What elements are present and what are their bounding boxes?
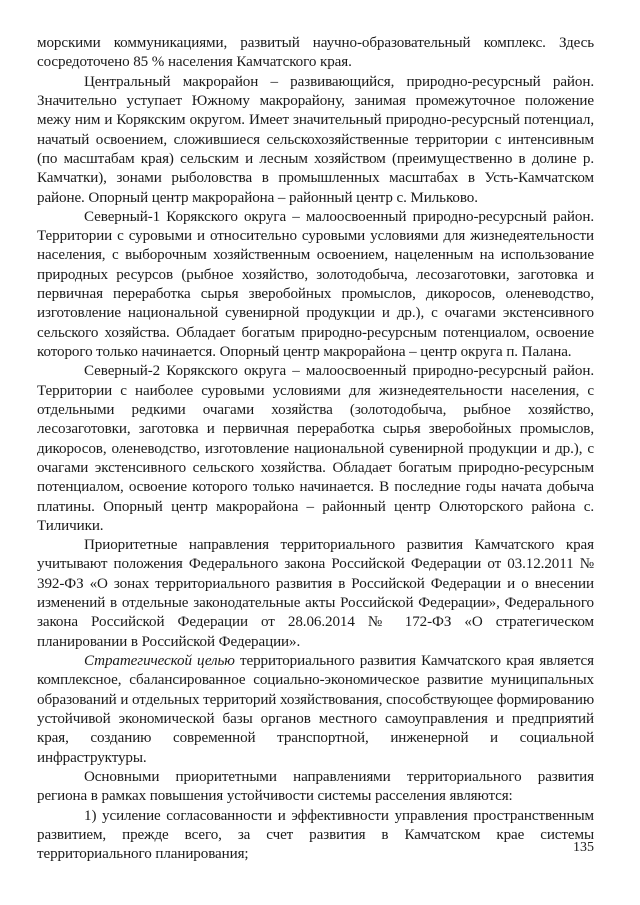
list-item-1: 1) усиление согласованности и эффективности управления пространственным развитием, прежде всего, за счет развития в Камчатском крае системы территориального планирования; [37,807,594,863]
paragraph-main-directions: Основными приоритетными направлениями территориального развития региона в рамках повышения устойчивости системы расселения являются: [37,768,594,805]
strategic-goal-text: территориального развития Камчатского края является комплексное, сбалансированное социально-экономическое развитие муниципальных образований и отдельных территорий хозяйствования, способствующее формированию устойчивой экономической базы органов местного самоуправления и предприятий края, созданию современной транспортной, инженерной и социальной инфраструктуры. [37,653,595,766]
paragraph-central-macroregion: Центральный макрорайон – развивающийся, природно-ресурсный район. Значительно уступает Южному макрорайону, занимая промежуточное положение межу ним и Корякским округом. Имеет значительный природно-ресурсный потенциал, начатый освоением, сложившиеся сельскохозяйственные территории с интенсивным (по масштабам края) сельским и лесным хозяйством (преимущественно в долине р. Камчатки), зонами рыболовства в промышленных масштабах в Усть-Камчатском районе. Опорный центр макрорайона – районный центр с. Мильково. [37,73,594,206]
strategic-goal-emphasis: Стратегической целью [84,653,235,669]
page-number: 135 [573,840,594,855]
paragraph-priority-directions: Приоритетные направления территориального развития Камчатского края учитывают положения Федерального закона Российской Федерации от 03.12.2011 № 392-ФЗ «О зонах территориального развития в Российской Федерации и о внесении изменений в отдельные законодательные акты Российской Федерации», Федерального закона Российской Федерации от 28.06.2014 № 172-ФЗ «О стратегическом планировании в Российской Федерации». [37,537,594,650]
paragraph-north-2-koryak: Северный-2 Корякского округа – малоосвоенный природно-ресурсный район. Территории с наиболее суровыми условиями для жизнедеятельности населения, с отдельными редкими очагами хозяйства (золотодобыча, рыбное хозяйство, лесозаготовки, заготовка и первичная переработка сырья зверобойных промыслов, дикоросов, оленеводство, изготовление национальной сувенирной продукции и др.), с очагами экстенсивного сельского хозяйства. Обладает богатым природно-ресурсным потенциалом, освоение которого только начинается. В последние годы начата добыча платины. Опорный центр макрорайона – районный центр Олюторского района с. Тиличики. [37,363,594,534]
paragraph-strategic-goal [37,652,594,768]
document-page [37,34,594,864]
paragraph-continuation: морскими коммуникациями, развитый научно-образовательный комплекс. Здесь сосредоточено 85 % населения Камчатского края. [37,35,594,71]
paragraph-north-1-koryak: Северный-1 Корякского округа – малоосвоенный природно-ресурсный район. Территории с суровыми и относительно суровыми условиями для жизнедеятельности населения, с выборочным хозяйственным освоением, нацеленным на использование природных ресурсов (рыбное хозяйство, золотодобыча, лесозаготовки, заготовка и первичная переработка сырья зверобойных промыслов, дикоросов, оленеводство, изготовление национальной сувенирной продукции и др.), с очагами экстенсивного сельского хозяйства. Обладает богатым природно-ресурсным потенциалом, освоение которого только начинается. Опорный центр макрорайона – центр округа п. Палана. [37,208,594,360]
